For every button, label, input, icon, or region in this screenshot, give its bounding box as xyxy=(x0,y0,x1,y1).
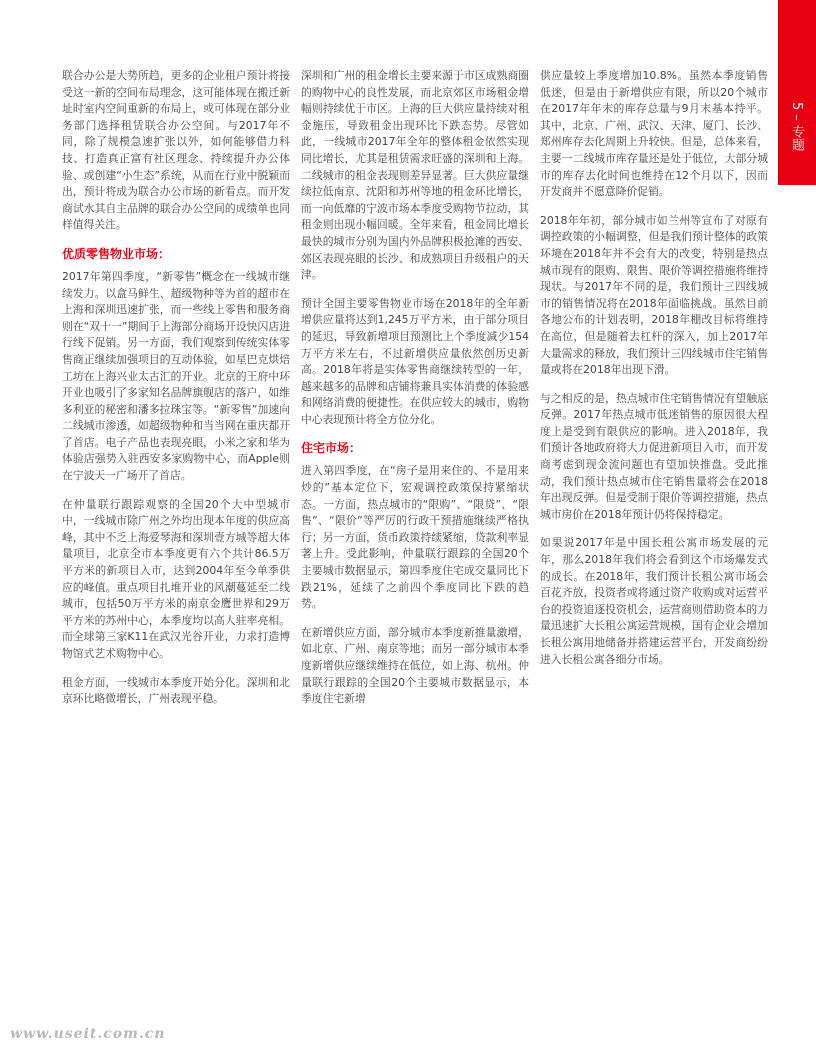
heading-retail-market: 优质零售物业市场： xyxy=(62,246,171,261)
text-column-1 xyxy=(62,68,290,720)
paragraph-inventory: 供应量较上季度增加10.8%。虽然本季度销售低迷，但是由于新增供应有限，所以20个城市在2017年年末的库存总量与9月末基本持平。其中，北京、广州、武汉、天津、厦门、长沙、郑州库存去化周期上升较快。但是，总体来看，主要一二线城市库存量还是处于低位，大部分城市的库存去化时间也维持在12个月以下，因而开发商并不愿意降价促销。 xyxy=(540,69,768,199)
paragraph-residential-supply: 在新增供应方面，部分城市本季度新推量激增，如北京、广州、南京等地；而另一部分城市本季度新增供应继续维持在低位，如上海、杭州。仲量联行跟踪的全国20个主要城市数据显示，本季度住宅新增 xyxy=(301,625,529,706)
paragraph-retail-rent: 租金方面，一线城市本季度开始分化。深圳和北京环比略微增长，广州表现平稳。 xyxy=(62,675,290,706)
section-tab xyxy=(778,0,816,185)
text-column-2 xyxy=(301,68,529,720)
paragraph-hot-cities: 与之相反的是，热点城市住宅销售情况有望触底反弹。2017年热点城市低迷销售的原因很大程度上是受到有限供应的影响。进入2018年，我们预计各地政府将大力促进新项目入市，而开发商考虑到现金流问题也有望加快推盘。受此推动，我们预计热点城市住宅销售量将会在2018年出现反弹。但是受制于限价等调控措施，热点城市房价在2018年预计仍将保持稳定。 xyxy=(540,391,768,521)
paragraph-policy-outlook: 2018年年初，部分城市如兰州等宣布了对原有调控政策的小幅调整，但是我们预计整体的政策环境在2018年并不会有大的改变，特别是热点城市现有的限购、限售、限价等调控措施将维持现状。与2017年不同的是，我们预计三四线城市的销售情况将在2018年面临挑战。虽然目前各地公布的计划表明，2018年棚改目标将维持在高位，但是随着去杠杆的深入，加上2017年大量需求的释放，我们预计三四线城市住宅销售量或将在2018年出现下滑。 xyxy=(540,213,768,377)
paragraph-residential-policy: 进入第四季度，在“房子是用来住的、不是用来炒的”基本定位下，宏观调控政策保持紧缩状态。一方面，热点城市的“限购”、“限贷”、“限售”、“限价”等严厉的行政干预措施继续严格执行；另一方面，货币政策持续紧缩，贷款利率显著上升。受此影响，仲量联行跟踪的全国20个主要城市数据显示，第四季度住宅成交量同比下跌21%，延续了之前四个季度同比下跌的趋势。 xyxy=(301,464,529,611)
section-tab-label: 5 – 专题 xyxy=(789,102,804,152)
paragraph-new-retail: 2017年第四季度，“新零售”概念在一线城市继续发力。以盒马鲜生、超级物种等为首的超市在上海和深圳迅速扩张，而一些线上零售和服务商则在“双十一”期间于上海部分商场开设快闪店进行线下促销。另一方面，我们观察到传统实体零售商正继续加强项目的互动体验，如星巴克烘焙工坊在上海兴业太古汇的开业。北京的王府中环开业也吸引了多家知名品牌旗舰店的落户，如维多利亚的秘密和潘多拉珠宝等。“新零售”加速向二线城市渗透，如超级物种和当当网在重庆都开了首店。电子产品也表现亮眼，小米之家和华为体验店强势入驻西安多家购物中心，而Apple则在宁波天一广场开了首店。 xyxy=(62,269,290,483)
watermark: www.useit.com.cn xyxy=(10,1026,166,1042)
paragraph-rent-growth: 深圳和广州的租金增长主要来源于市区成熟商圈的购物中心的良性发展，而北京郊区市场租金增幅则持续优于市区。上海的巨大供应量持续对租金施压，导致租金出现环比下跌态势。尽管如此，一线城市2017年全年的整体租金依然实现同比增长，尤其是租赁需求旺盛的深圳和上海。二线城市的租金表现则差异显著。巨大供应量继续拉低南京、沈阳和苏州等地的租金环比增长，而一向低靡的宁波市场本季度受购物节拉动，其租金则出现小幅回暖。全年来看，租金同比增长最快的城市分别为国内外品牌积极抢滩的西安、郊区表现亮眼的长沙、和成熟项目升级租户的天津。 xyxy=(301,69,529,282)
paragraph-retail-forecast: 预计全国主要零售物业市场在2018年的全年新增供应量将达到1,245万平方米，由于部分项目的延迟，导致新增项目预测比上个季度减少154万平方米左右，不过新增供应量依然创历史新高。2018年将是实体零售商继续转型的一年，越来越多的品牌和店铺将兼具实体消费的体验感和网络消费的便捷性。在供应较大的城市，购物中心表现预计将全方位分化。 xyxy=(301,296,529,426)
paragraph-retail-supply: 在仲量联行跟踪观察的全国20个大中型城市中，一线城市除广州之外均出现本年度的供应高峰，其中不乏上海爱琴海和深圳壹方城等超大体量项目，北京全市本季度更有六个共计86.5万平方米的新项目入市，达到2004年至今单季供应的峰值。重点项目扎堆开业的风潮蔓延至二线城市，包括50万平方米的南京金鹰世界和29万平方米的苏州中心，本季度均以高人驻率亮相。而全球第三家K11在武汉光谷开业，力求打造博物馆式艺术购物中心。 xyxy=(62,497,290,660)
heading-residential-market: 住宅市场： xyxy=(301,441,362,456)
text-column-3 xyxy=(540,68,768,680)
paragraph-long-term-rental: 如果说2017年是中国长租公寓市场发展的元年，那么2018年我们将会看到这个市场爆发式的成长。在2018年，我们预计长租公寓市场会百花齐放，投资者或将通过资产收购或对运营平台的投资追逐投资机会，运营商则借助资本的力量迅速扩大长租公寓运营规模，国有企业会增加长租公寓用地储备并搭建运营平台，开发商纷纷进入长租公寓各细分市场。 xyxy=(540,536,768,666)
paragraph-coworking: 联合办公是大势所趋，更多的企业租户预计将接受这一新的空间布局理念，这可能体现在搬迁新址时室内空间重新的布局上，或可体现在部分业务部门选择租赁联合办公空间。与2017年不同，除了规模急速扩张以外，如何能够借力科技、打造真正富有社区理念、持续提升办公体验、或创建“小生态”系统，从而在行业中脱颖而出，预计将成为联合办公市场的新看点。而开发商试水其自主品牌的联合办公空间的成绩单也同样值得关注。 xyxy=(62,69,290,232)
